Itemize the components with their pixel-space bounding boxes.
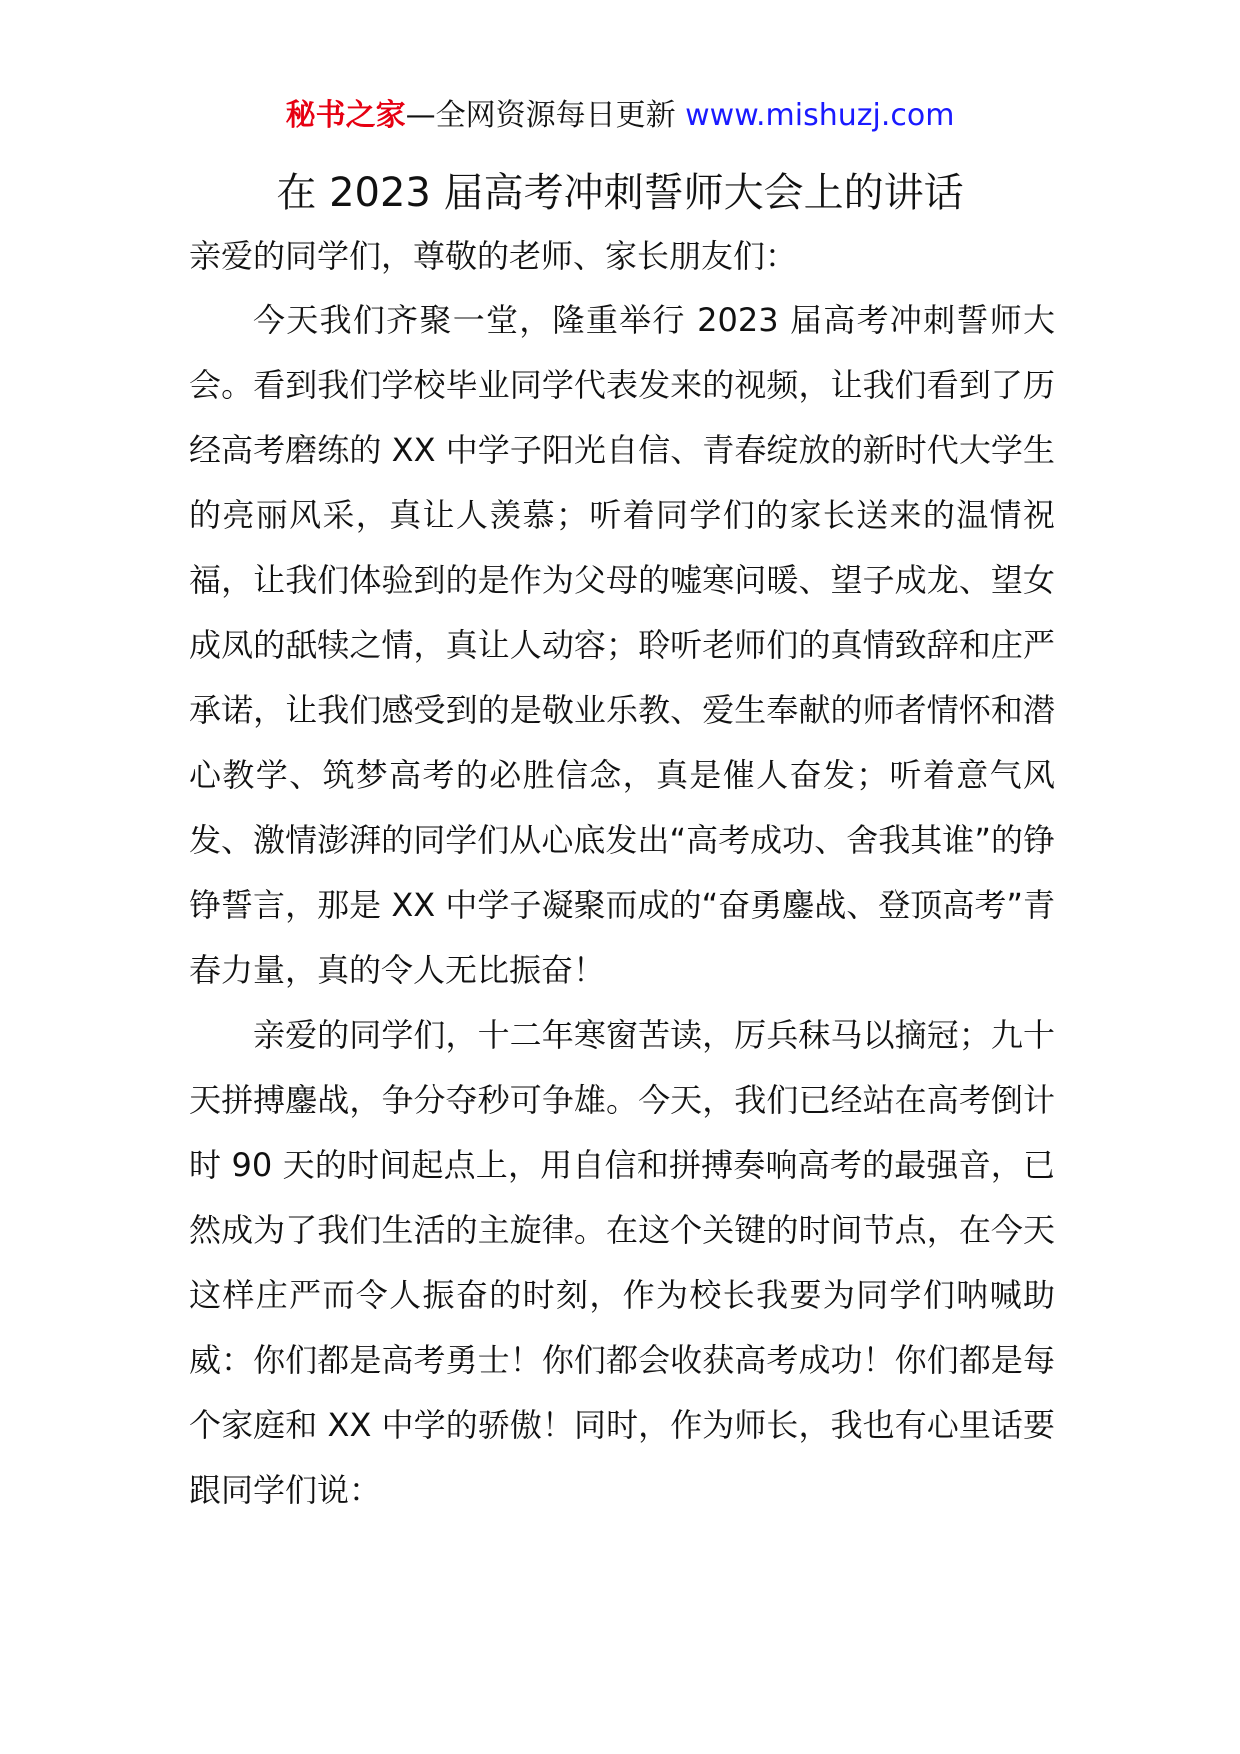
site-header bbox=[0, 96, 1240, 136]
paragraph: 今天我们齐聚一堂，隆重举行 2023 届高考冲刺誓师大会。看到我们学校毕业同学代表发来的视频，让我们看到了历经高考磨练的 XX 中学子阳光自信、青春绽放的新时代大学生的亮丽风采，真让人羡慕；听着同学们的家长送来的温情祝福，让我们体验到的是作为父母的嘘寒问暖、望子成龙、望女成凤的舐犊之情，真让人动容；聆听老师们的真情致辞和庄严承诺，让我们感受到的是敬业乐教、爱生奉献的师者情怀和潜心教学、筑梦高考的必胜信念，真是催人奋发；听着意气风发、激情澎湃的同学们从心底发出“高考成功、舍我其谁”的铮铮誓言，那是 XX 中学子凝聚而成的“奋勇鏖战、登顶高考”青春力量，真的令人无比振奋！ bbox=[189, 301, 1055, 989]
salutation: 亲爱的同学们，尊敬的老师、家长朋友们： bbox=[189, 237, 798, 275]
paragraph: 亲爱的同学们，十二年寒窗苦读，厉兵秣马以摘冠；九十天拼搏鏖战，争分夺秒可争雄。今天，我们已经站在高考倒计时 90 天的时间起点上，用自信和拼搏奏响高考的最强音，已然成为了我们生活的主旋律。在这个关键的时间节点，在今天这样庄严而令人振奋的时刻，作为校长我要为同学们呐喊助威：你们都是高考勇士！你们都会收获高考成功！你们都是每个家庭和 XX 中学的骄傲！同时，作为师长，我也有心里话要跟同学们说： bbox=[189, 1016, 1055, 1509]
document-body bbox=[189, 288, 1055, 1523]
document-title: 在 2023 届高考冲刺誓师大会上的讲话 bbox=[276, 170, 964, 216]
header-tagline: —全网资源每日更新 bbox=[405, 98, 676, 133]
site-url: www.mishuzj.com bbox=[685, 98, 955, 133]
brand-name: 秘书之家 bbox=[285, 98, 406, 133]
